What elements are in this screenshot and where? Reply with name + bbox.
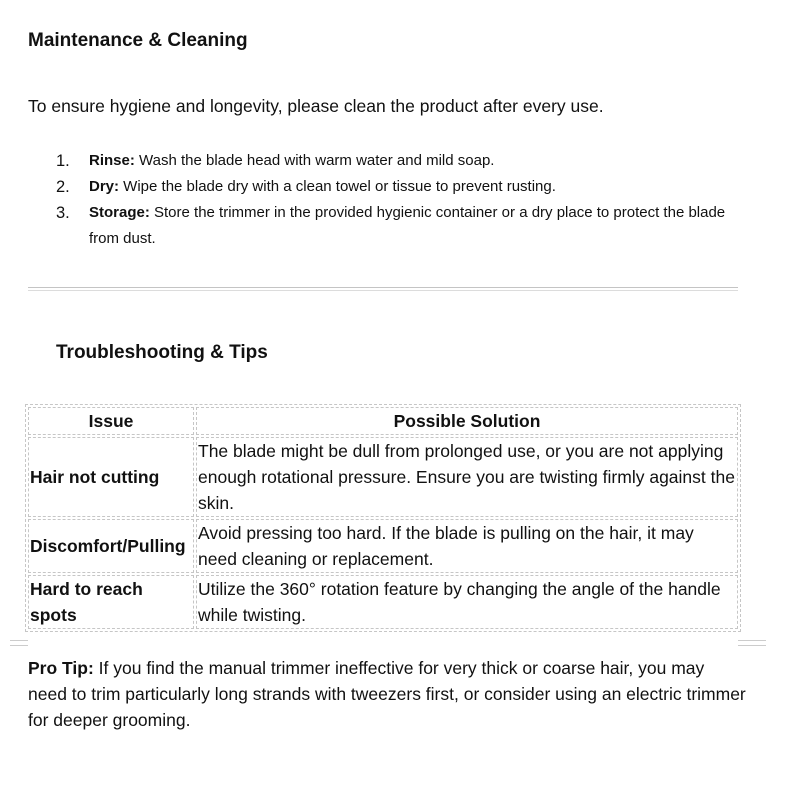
step-label: Storage: xyxy=(89,204,150,221)
pro-tip-label: Pro Tip: xyxy=(28,658,94,678)
section-divider xyxy=(28,290,738,291)
solution-cell: The blade might be dull from prolonged use, or you are not applying enough rotational pressure. Ensure you are twisting firmly against the skin. xyxy=(196,437,738,517)
step-number: 3. xyxy=(56,204,70,222)
step-text: Store the trimmer in the provided hygienic container or a dry place to protect the blade from dust. xyxy=(89,204,726,247)
section-divider xyxy=(28,287,738,288)
step-number: 2. xyxy=(56,178,70,196)
step-text: Wipe the blade dry with a clean towel or tissue to prevent rusting. xyxy=(119,178,556,195)
column-header-solution: Possible Solution xyxy=(196,407,738,435)
issue-cell: Discomfort/Pulling xyxy=(28,519,194,573)
list-item xyxy=(56,148,746,174)
table-row xyxy=(28,437,738,517)
margin-rule xyxy=(10,645,28,646)
troubleshooting-table xyxy=(25,404,741,632)
margin-rule xyxy=(10,640,28,641)
maintenance-intro: To ensure hygiene and longevity, please clean the product after every use. xyxy=(28,96,604,116)
step-text: Wash the blade head with warm water and mild soap. xyxy=(134,152,495,169)
pro-tip-text: If you find the manual trimmer ineffective for very thick or coarse hair, you may need to trim particularly long strands with tweezers first, or consider using an electric trimmer for deeper grooming. xyxy=(28,658,746,730)
solution-cell: Avoid pressing too hard. If the blade is pulling on the hair, it may need cleaning or replacement. xyxy=(196,519,738,573)
step-label: Rinse: xyxy=(89,152,135,169)
list-item xyxy=(56,174,746,200)
issue-cell: Hair not cutting xyxy=(28,437,194,517)
maintenance-heading: Maintenance & Cleaning xyxy=(28,30,248,51)
step-number: 1. xyxy=(56,152,70,170)
margin-rule xyxy=(738,640,766,641)
table-row xyxy=(28,575,738,629)
troubleshooting-heading: Troubleshooting & Tips xyxy=(56,342,268,363)
table-header-row xyxy=(28,407,738,435)
step-label: Dry: xyxy=(89,178,120,195)
column-header-issue: Issue xyxy=(28,407,194,435)
cleaning-steps-list xyxy=(56,148,746,252)
list-item xyxy=(56,200,746,252)
table-row xyxy=(28,519,738,573)
margin-rule xyxy=(738,645,766,646)
pro-tip xyxy=(28,655,748,733)
solution-cell: Utilize the 360° rotation feature by changing the angle of the handle while twisting. xyxy=(196,575,738,629)
issue-cell: Hard to reach spots xyxy=(28,575,194,629)
